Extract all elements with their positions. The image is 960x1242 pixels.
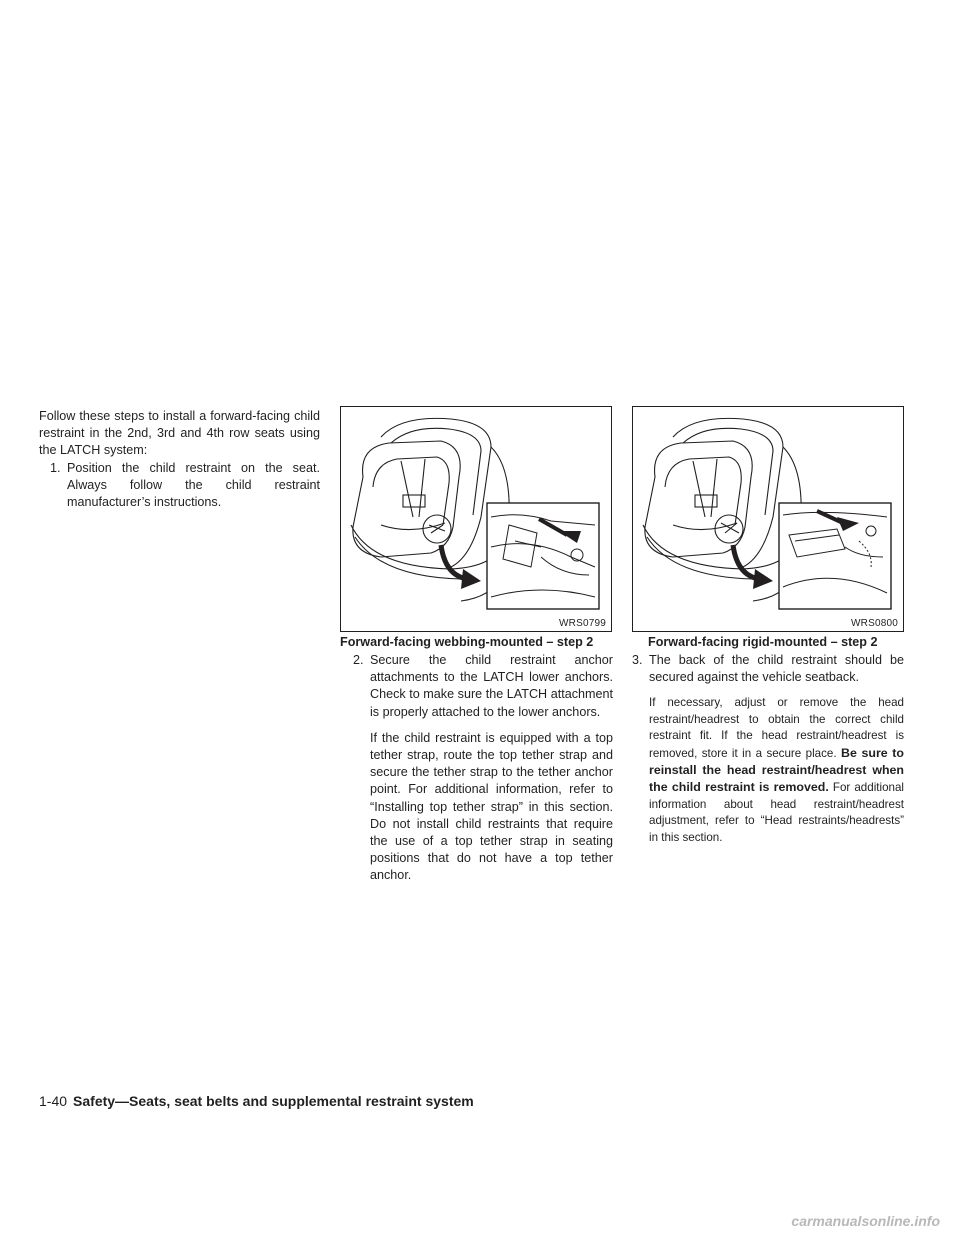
step-3-sub-b: For additional information about head restraint/headrest adjustment, refer to “Head restraints/headrests” in this section.: [649, 781, 904, 844]
figure-code-right: WRS0800: [851, 618, 898, 629]
step-1-number: 1.: [50, 460, 61, 475]
figure-webbing-mounted: [340, 406, 612, 632]
step-1-text: Position the child restraint on the seat. Always follow the child restraint manufacturer’s instructions.: [67, 460, 320, 510]
watermark: carmanualsonline.info: [791, 1213, 940, 1229]
page-footer: [39, 1093, 474, 1109]
figure-caption-left: Forward-facing webbing-mounted – step 2: [340, 635, 594, 649]
step-3-sub-a: If necessary, adjust or remove the head restraint/headrest to obtain the correct child restraint fit. If the head restraint/headrest is removed, store it in a secure place.: [649, 696, 904, 760]
step-3-text: The back of the child restraint should be secured against the vehicle seatback.: [649, 653, 904, 685]
step-2-number: 2.: [353, 653, 364, 667]
page-number: 1-40: [39, 1093, 68, 1109]
figure-rigid-mounted: [632, 406, 904, 632]
step-1: [50, 460, 320, 512]
figure-code-left: WRS0799: [559, 618, 606, 629]
child-seat-webbing-illustration: [341, 407, 612, 632]
step-2-sub: If the child restraint is equipped with a top tether strap, route the top tether strap and secure the tether strap to the tether anchor point. For additional information, refer to “Installing top tether strap” in this section. Do not install child restraints that require the use of a top tether strap in seating positions that do not have a top tether anchor.: [370, 730, 613, 883]
step-3-sub-warning: Be sure to reinstall the head restraint/headrest when the child restraint is removed.: [649, 745, 904, 795]
step-3-number: 3.: [632, 653, 643, 667]
step-3-sub: [649, 695, 904, 846]
child-seat-rigid-illustration: [633, 407, 904, 632]
figure-caption-right: Forward-facing rigid-mounted – step 2: [648, 635, 878, 649]
left-column: [39, 408, 320, 511]
intro-paragraph: Follow these steps to install a forward-facing child restraint in the 2nd, 3rd and 4th row seats using the LATCH system:: [39, 409, 320, 458]
middle-column: [353, 652, 613, 885]
step-3: [632, 652, 904, 686]
step-2: [353, 652, 613, 721]
step-2-text: Secure the child restraint anchor attachments to the LATCH lower anchors. Check to make sure the LATCH attachment is properly attached to the lower anchors.: [370, 653, 613, 719]
right-column: [632, 652, 904, 846]
section-title: Safety—Seats, seat belts and supplemental restraint system: [73, 1093, 474, 1109]
